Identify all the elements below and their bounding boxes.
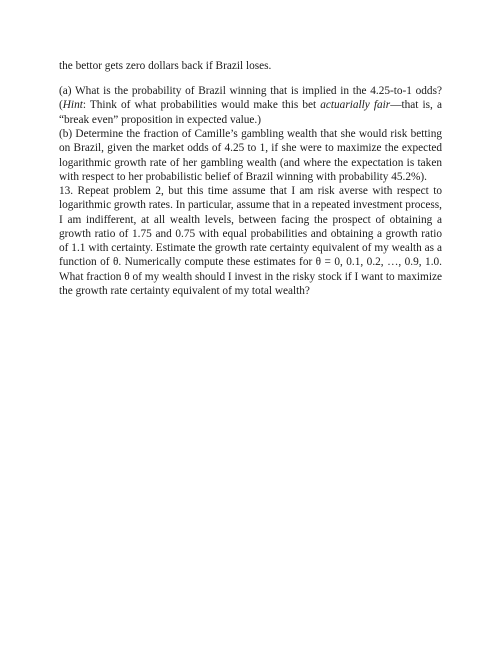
question-a-paragraph	[59, 84, 442, 127]
emphasis-actuarially-fair: actuarially fair	[320, 99, 391, 112]
intro-text: the bettor gets zero dollars back if Brazil loses.	[59, 60, 272, 72]
question-a-text	[59, 84, 442, 127]
question-b-text: (b) Determine the fraction of Camille’s gambling wealth that she would risk betting on Brazil, given the market odds of 4.25 to 1, if she were to maximize the expected logarithmic growth rate of her gambling wealth (and where the expectation is taken with respect to her probabilistic belief of Brazil winning with probability 45.2%).	[59, 128, 442, 183]
hint-label: Hint	[62, 99, 83, 112]
question-a-mid: : Think of what probabilities would make this bet	[82, 99, 321, 112]
problem-13-paragraph	[59, 184, 442, 298]
problem-13-text: 13. Repeat problem 2, but this time assume that I am risk averse with respect to logarithmic growth rates. In particular, assume that in a repeated investment process, I am indifferent, at all wealth levels, between facing the prospect of obtaining a growth ratio of 1.75 and 0.75 with equal probabilities and obtaining a growth ratio of 1.1 with certainty. Estimate the growth rate certainty equivalent of my wealth as a function of θ. Numerically compute these estimates for θ = 0, 0.1, 0.2, …, 0.9, 1.0. What fraction θ of my wealth should I invest in the risky stock if I want to maximize the growth rate certainty equivalent of my total wealth?	[59, 185, 442, 298]
question-a-prefix: (a) What is the probability of Brazil winning that is implied in the 4.25-to-1 odds? (	[59, 85, 442, 112]
question-b-paragraph	[59, 127, 442, 184]
question-a-suffix: —that is, a “break even” proposition in expected value.)	[59, 99, 442, 126]
intro-paragraph	[59, 59, 442, 73]
